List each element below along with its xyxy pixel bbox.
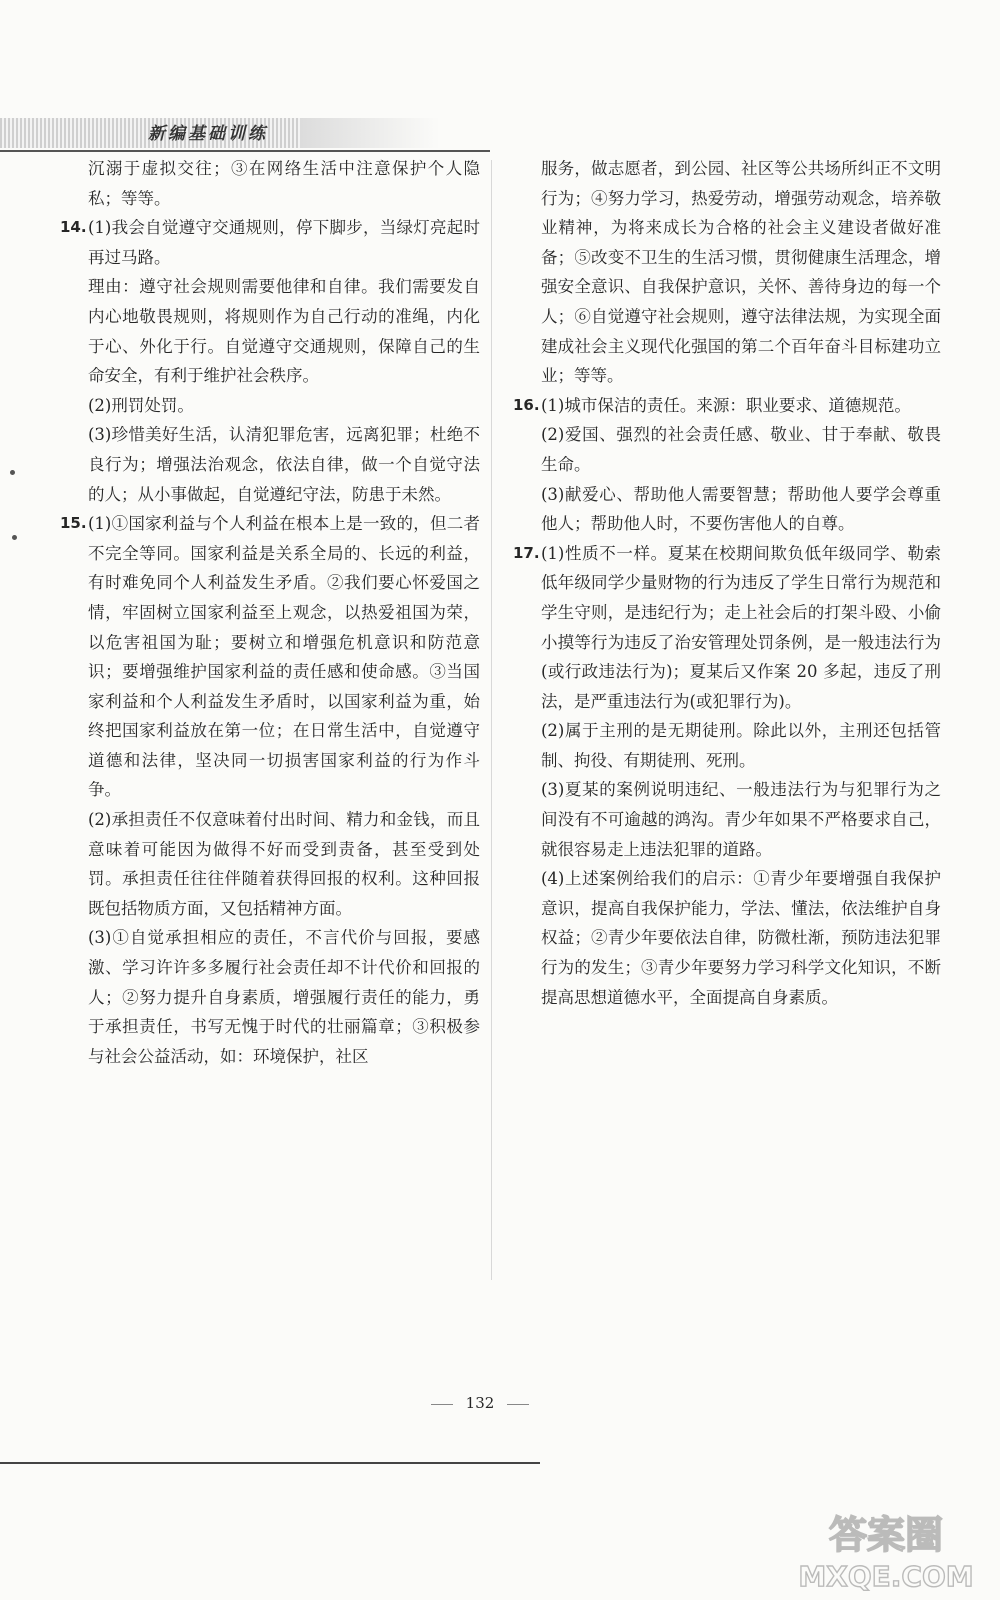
page-number: 132: [465, 1394, 495, 1412]
question-block: [513, 391, 941, 421]
question-text: (1)城市保洁的责任。来源：职业要求、道德规范。: [541, 395, 911, 415]
scan-speck: [12, 535, 17, 540]
footer-rule: [0, 1462, 540, 1464]
continued-paragraph: 沉溺于虚拟交往；③在网络生活中注意保护个人隐私；等等。: [88, 159, 480, 208]
answer-paragraph: (4)上述案例给我们的启示：①青少年要增强自我保护意识，提高自我保护能力，学法、懂法，依法维护自身权益；②青少年要依法自律，防微杜渐，预防违法犯罪行为的发生；③青少年要努力学习科学文化知识，不断提高思想道德水平，全面提高自身素质。: [541, 869, 941, 1007]
answer-paragraph: (3)①自觉承担相应的责任，不言代价与回报，要感激、学习许许多多履行社会责任却不计代价和回报的人；②努力提升自身素质，增强履行责任的能力，勇于承担责任，书写无愧于时代的壮丽篇章；③积极参与社会公益活动，如：环境保护，社区: [88, 928, 480, 1066]
answer-paragraph: (2)属于主刑的是无期徒刑。除此以外，主刑还包括管制、拘役、有期徒刑、死刑。: [541, 721, 941, 770]
question-text: (1)性质不一样。夏某在校期间欺负低年级同学、勒索低年级同学少量财物的行为违反了学生日常行为规范和学生守则，是违纪行为；走上社会后的打架斗殴、小偷小摸等行为违反了治安管理处罚条例，是一般违法行为(或行政违法行为)；夏某后又作案 20 多起，违反了刑法，是严重违法行为(或犯罪行为)。: [541, 543, 941, 711]
page-number-area: [420, 1394, 540, 1412]
left-column: [60, 154, 480, 1071]
answer-paragraph: (3)夏某的案例说明违纪、一般违法行为与犯罪行为之间没有不可逾越的鸿沟。青少年如果不严格要求自己，就很容易走上违法犯罪的道路。: [541, 780, 941, 859]
watermark-text-cn: 答案圈: [828, 1513, 944, 1557]
scan-speck: [10, 470, 15, 475]
question-number: 16.: [513, 395, 540, 414]
continued-paragraph: 服务，做志愿者，到公园、社区等公共场所纠正不文明行为；④努力学习，热爱劳动，增强劳动观念，培养敬业精神，为将来成长为合格的社会主义建设者做好准备；⑤改变不卫生的生活习惯，贯彻健康生活理念，增强安全意识、自我保护意识，关怀、善待身边的每一个人；⑥自觉遵守社会规则，遵守法律法规，为实现全面建成社会主义现代化强国的第二个百年奋斗目标建功立业；等等。: [541, 159, 941, 386]
question-number: 14.: [60, 218, 87, 237]
header-rule: [0, 150, 490, 152]
header-title: 新编基础训练: [148, 124, 268, 144]
question-block: [60, 213, 480, 272]
answer-paragraph: (2)刑罚处罚。: [88, 395, 194, 415]
question-block: [60, 509, 480, 805]
watermark-text-url: MXQE.COM: [798, 1560, 974, 1593]
question-block: [513, 539, 941, 717]
question-number: 15.: [60, 514, 87, 533]
answer-paragraph: (2)承担责任不仅意味着付出时间、精力和金钱，而且意味着可能因为做得不好而受到责备，甚至受到处罚。承担责任往往伴随着获得回报的权利。这种回报既包括物质方面，又包括精神方面。: [88, 810, 480, 918]
answer-paragraph: (3)珍惜美好生活，认清犯罪危害，远离犯罪；杜绝不良行为；增强法治观念，依法自律，做一个自觉守法的人；从小事做起，自觉遵纪守法，防患于未然。: [88, 425, 480, 504]
answer-paragraph: (2)爱国、强烈的社会责任感、敬业、甘于奉献、敬畏生命。: [541, 425, 941, 474]
column-divider: [491, 160, 492, 1280]
question-number: 17.: [513, 543, 540, 562]
watermark-logo: [786, 1504, 986, 1594]
answer-paragraph: 理由：遵守社会规则需要他律和自律。我们需要发自内心地敬畏规则，将规则作为自己行动的准绳，内化于心、外化于行。自觉遵守交通规则，保障自己的生命安全，有利于维护社会秩序。: [88, 277, 480, 386]
answer-paragraph: (3)献爱心、帮助他人需要智慧；帮助他人要学会尊重他人；帮助他人时，不要伤害他人的自尊。: [541, 484, 941, 534]
question-text: (1)我会自觉遵守交通规则，停下脚步，当绿灯亮起时再过马路。: [88, 218, 480, 267]
header-band-fade: [300, 118, 440, 148]
question-text: (1)①国家利益与个人利益在根本上是一致的，但二者不完全等同。国家利益是关系全局的、长远的利益，有时难免同个人利益发生矛盾。②我们要心怀爱国之情，牢固树立国家利益至上观念，以热爱祖国为荣，以危害祖国为耻；要树立和增强危机意识和防范意识；要增强维护国家利益的责任感和使命感。③当国家利益和个人利益发生矛盾时，以国家利益为重，始终把国家利益放在第一位；在日常生活中，自觉遵守道德和法律，坚决同一切损害国家利益的行为作斗争。: [88, 514, 480, 800]
right-column: [513, 154, 941, 1012]
